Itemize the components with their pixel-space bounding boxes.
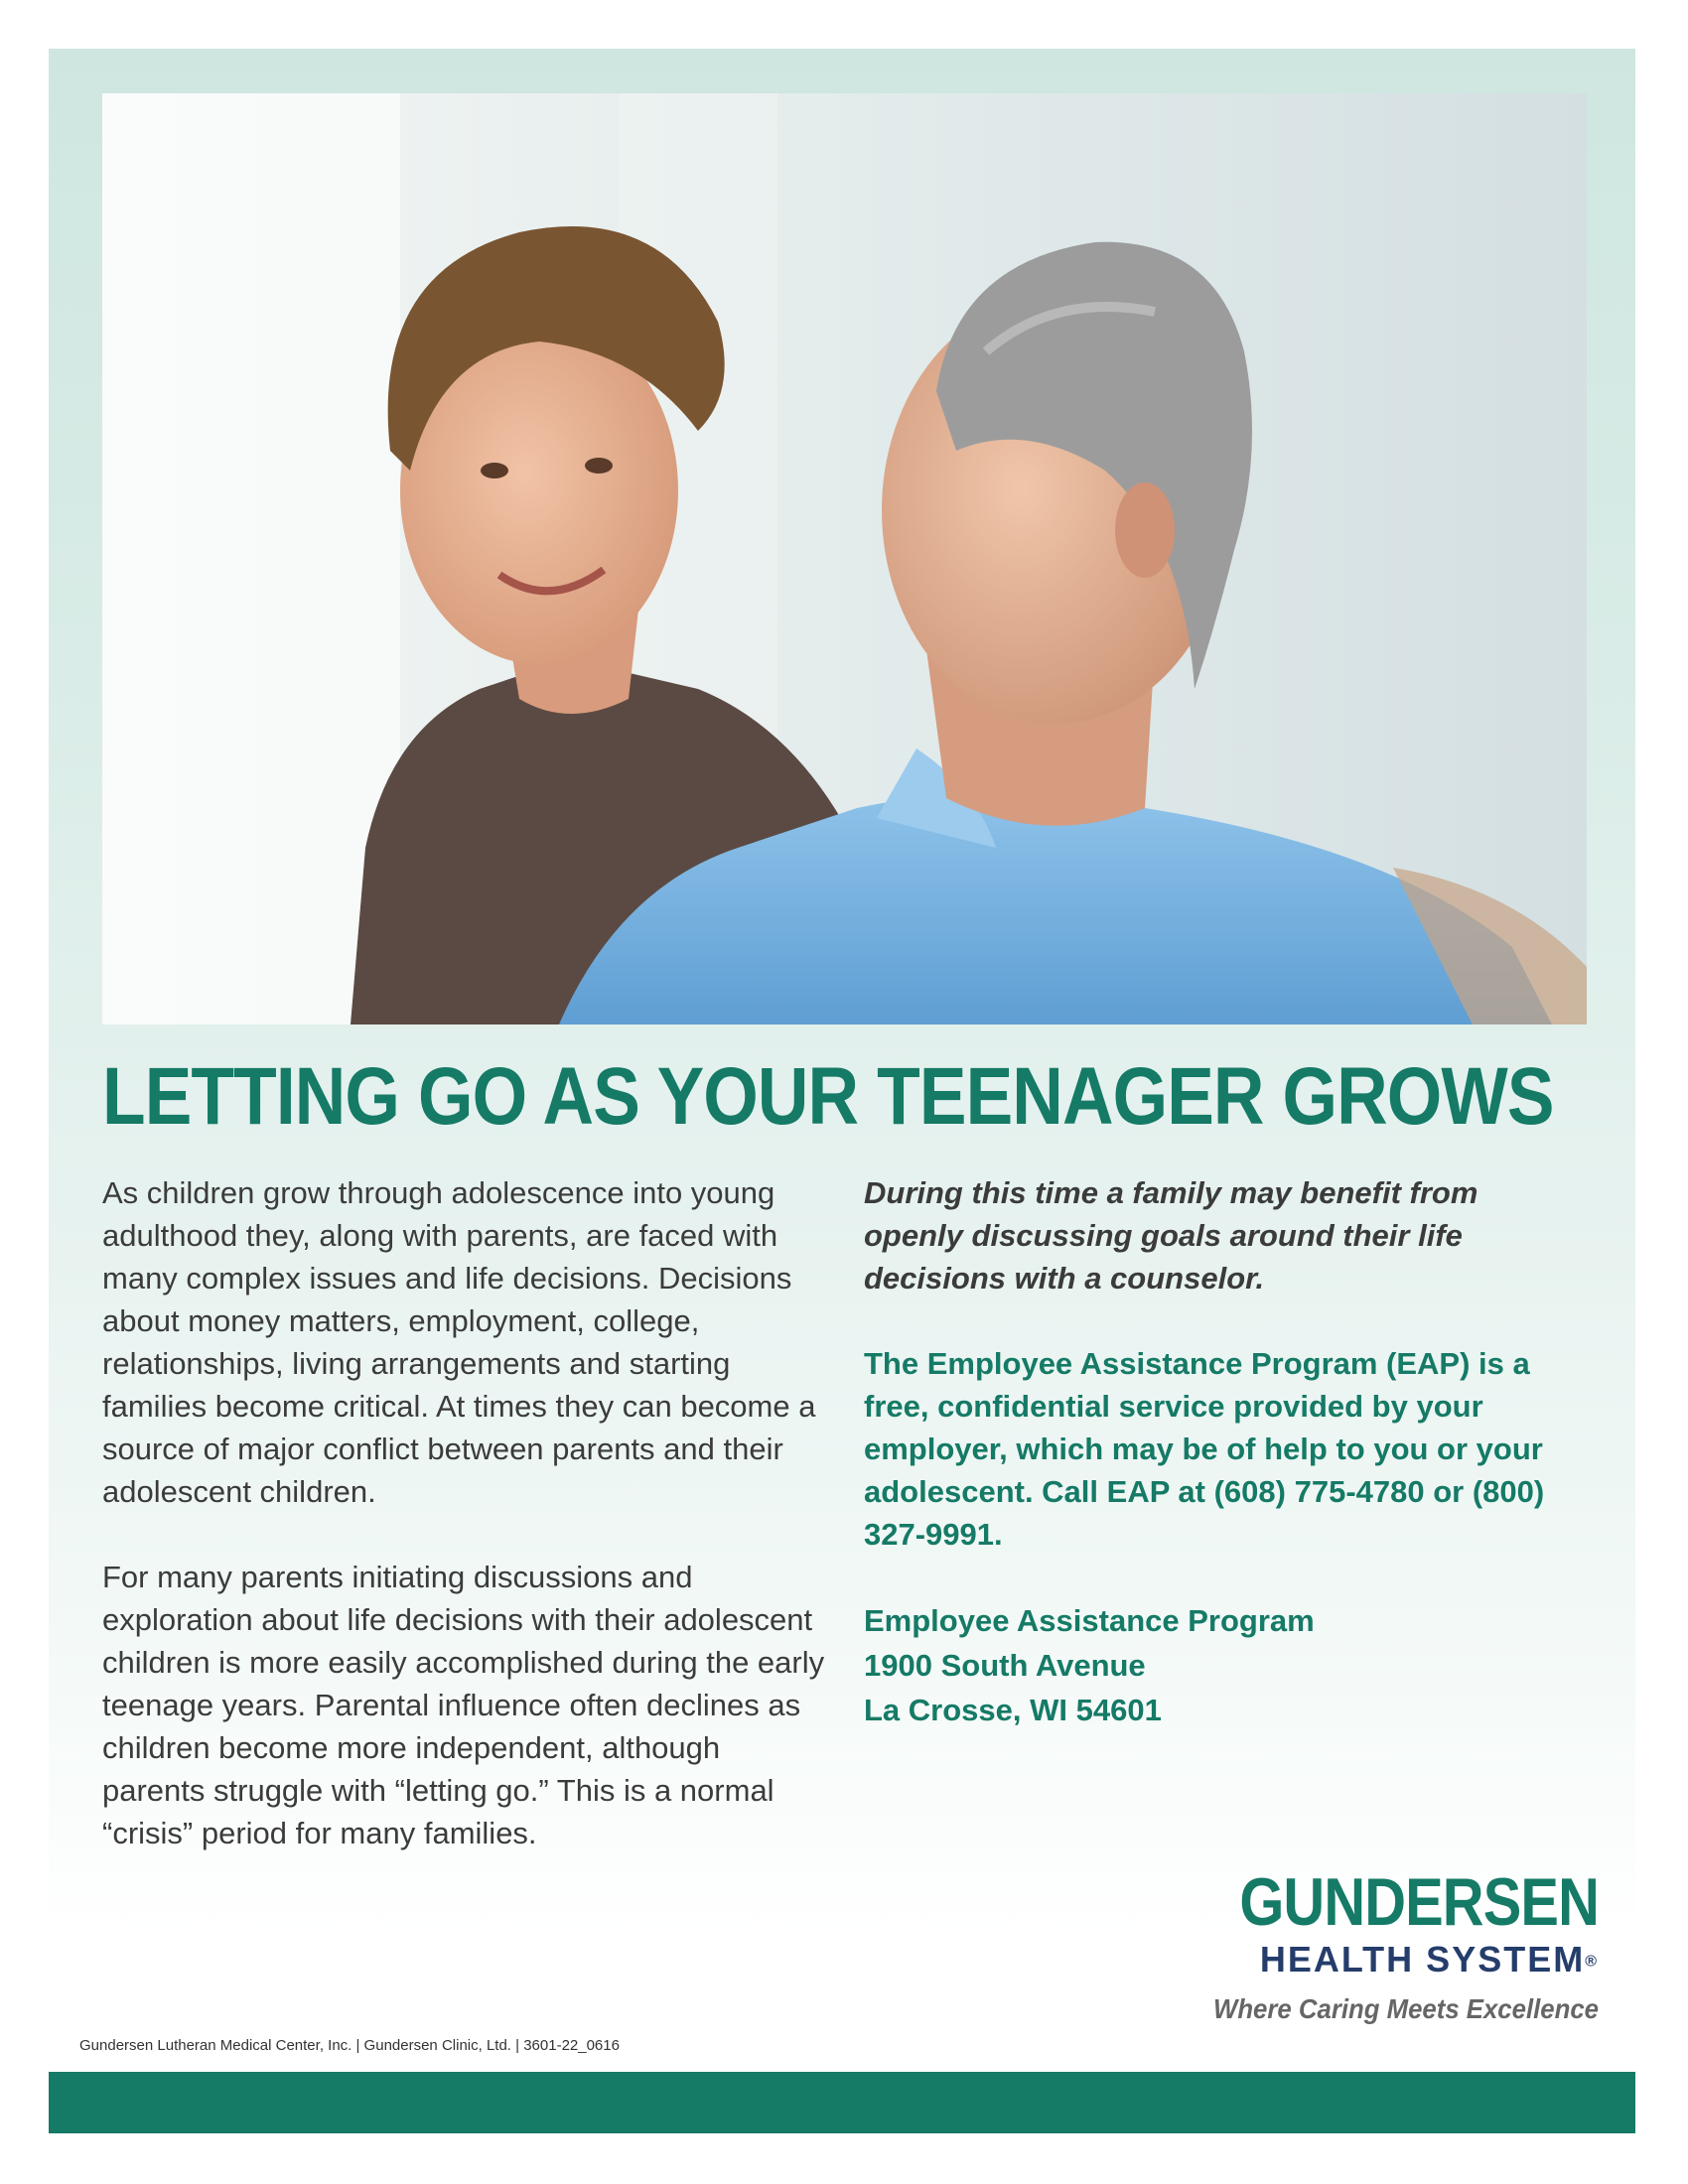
right-column [864,1171,1559,1732]
address-city: La Crosse, WI 54601 [864,1693,1162,1727]
address-name: Employee Assistance Program [864,1603,1315,1638]
footer-bar [49,2072,1635,2133]
logo-subtitle-text: HEALTH SYSTEM [1259,1939,1586,1979]
counselor-intro: During this time a family may benefit from openly discussing goals around their life decisions with a counselor. [864,1175,1478,1296]
registered-mark: ® [1585,1953,1599,1971]
hero-photo-illustration [102,93,1587,1024]
body-paragraph-2: For many parents initiating discussions and exploration about life decisions with their adolescent children is more easily accomplished during the early teenage years. Parental influence often declines as children become more independent, although parents struggle with “letting go.” This is a normal “crisis” period for many families. [102,1560,825,1850]
page-title: LETTING GO AS YOUR TEENAGER GROWS [102,1051,1554,1142]
eap-address [864,1598,1559,1732]
address-street: 1900 South Avenue [864,1648,1146,1683]
left-column [102,1171,827,1897]
eap-description: The Employee Assistance Program (EAP) is a free, confidential service provided by your employer, which may be of help to you or your adolescent. Call EAP at (608) 775-4780 or (800) 327-9991. [864,1346,1545,1552]
footer-note: Gundersen Lutheran Medical Center, Inc. | Gundersen Clinic, Ltd. | 3601-22_0616 [79,2037,620,2054]
logo-name: GUNDERSEN [1239,1864,1599,1940]
logo-subtitle [1132,1938,1599,1983]
logo-tagline: Where Caring Meets Excellence [1213,1993,1599,2025]
hero-photo [102,93,1587,1024]
body-paragraph-1: As children grow through adolescence into young adulthood they, along with parents, are faced with many complex issues and life decisions. Decisions about money matters, employment, college, relationships, living arrangements and starting families become critical. At times they can become a source of major conflict between parents and their adolescent children. [102,1175,816,1509]
gundersen-logo [1132,1866,1599,2029]
